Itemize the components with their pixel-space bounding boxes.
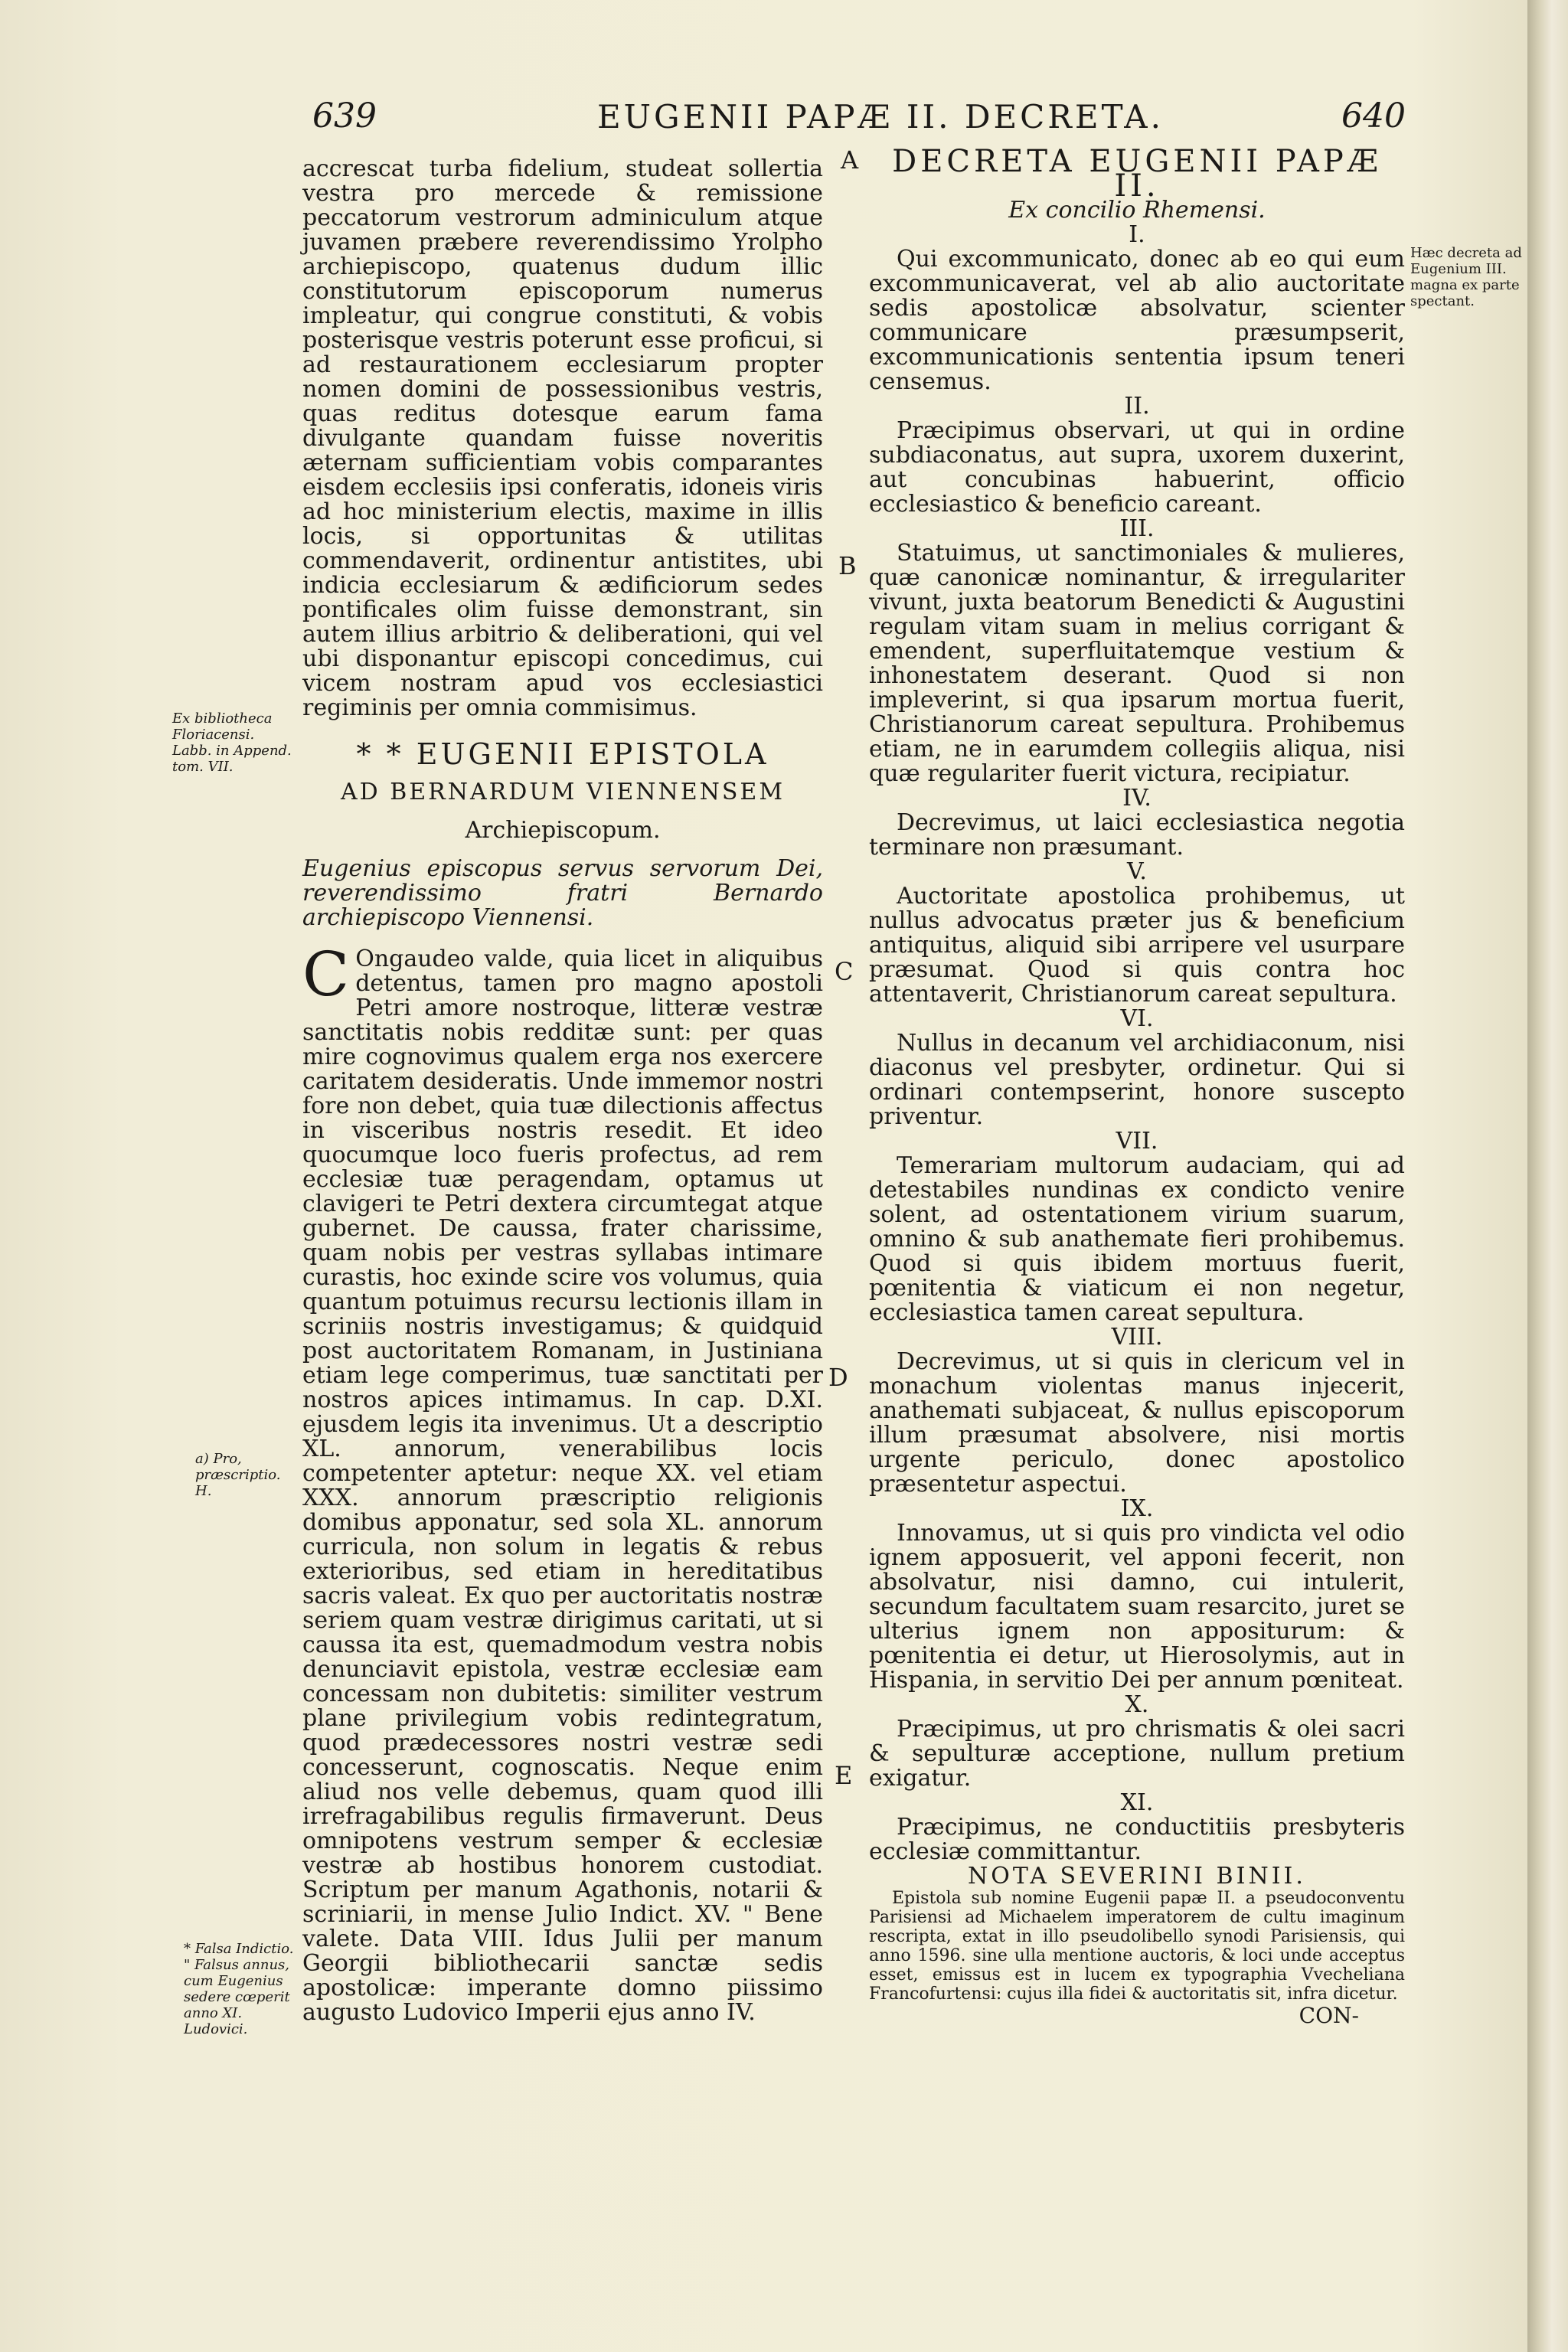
decreta-source: Ex concilio Rhemensi. [1008, 197, 1266, 224]
catchword: CON- [1298, 2003, 1359, 2028]
decree-text: Præcipimus, ne conductitiis presbyteris ecclesiæ committantur. [869, 1814, 1405, 1865]
right-page-number: 640 [1341, 96, 1406, 136]
decree-number: VIII. [1111, 1324, 1163, 1351]
section-letter-c: C [835, 957, 854, 986]
margin-note-source: Ex bibliotheca Floriacensi. Labb. in Append. tom. VII. [172, 710, 292, 775]
epistle-body: Ongaudeo valde, quia licet in aliquibus detentus, tamen pro magno apostoli Petri amore nostroque, litteræ vestræ sanctitatis nobis redditæ sunt: per quas mire cognovimus qualem erga nos exercere caritatem desideratis. Unde immemor nostri fore non debet, quia tuæ dilectionis affectus in visceribus nostris resedit. Et ideo quocumque loco fueris profectus, ad rem ecclesiæ tuæ peragendam, optamus ut clavigeri te Petri dextera circumtegat atque gubernet. De caussa, frater charissime, quam nobis per vestras syllabas intimare curastis, hoc exinde scire vos volumus, quia quantum potuimus recursu lectionis illam in scriniis nostris investigamus; & quidquid post auctoritatem Romanam, in Justiniana etiam lege comperimus, tuæ sanctitati per nostros apices intimamus. In cap. D.XI. ejusdem legis ita invenimus. Ut a descriptio XL. annorum, venerabilibus locis competenter aptetur: neque XX. vel etiam XXX. annorum præscriptio religionis domibus apponatur, sed sola XL. annorum curricula, non solum in legatis & rebus exterioribus, sed etiam in hereditatibus sacris valeat. Ex quo per auctoritatis nostræ seriem quam vestræ dirigimus caritati, ut si caussa ita est, quemadmodum vestra nobis denunciavit epistola, vestræ ecclesiæ eam concessam non dubitetis: similiter vestrum plane privilegium vobis redintegratum, quod prædecessores nostri vestræ sedi concesserunt, cognoscatis. Neque enim aliud nos velle debemus, quam quod illi irrefragabilibus regulis firmaverunt. Deus omnipotens vestrum semper & ecclesiæ vestræ ab hostibus honorem custodiat. Scriptum per manum Agathonis, notarii & scriniarii, in mense Julio Indict. XV. " Bene valete. Data VIII. Idus Julii per manum Georgii bibliothecarii sanctæ sedis apostolicæ: imperante domno piissimo augusto Ludovico Imperii ejus anno IV. [302, 946, 823, 2026]
left-page-number: 639 [312, 96, 377, 136]
epistle-address: AD BERNARDUM VIENNENSEM [340, 779, 786, 805]
decree-number: V. [1127, 858, 1147, 885]
note-title: NOTA SEVERINI BINII. [968, 1863, 1306, 1890]
decree-text: Innovamus, ut si quis pro vindicta vel odio ignem apposuerit, vel apponi fecerit, non absolvatur, nisi damno, cui intulerit, secundum facultatem suam resarcito, juret se ulterius ignem non appositurum: & pœnitentia ei detur, ut Hierosolymis, aut in Hispania, in servitio Dei per annum pœniteat. [869, 1520, 1405, 1694]
epistle-body-wrap [302, 939, 823, 2026]
binding-gutter [1527, 0, 1568, 2352]
margin-note-decreta: Hæc decreta ad Eugenium III. magna ex parte spectant. [1410, 245, 1522, 309]
decree-number: IX. [1120, 1495, 1154, 1522]
decree-text: Temerariam multorum audaciam, qui ad detestabiles nundinas ex condicto venire solent, ad ostentationem virium suarum, omnino & sub anathemate fieri prohibemus. Quod si quis ibidem mortuus fuerit, pœnitentia & viaticum ei non negetur, ecclesiastica tamen careat sepultura. [869, 1152, 1405, 1326]
decree-text: Decrevimus, ut si quis in clericum vel in monachum violentas manus injecerit, anathemati subjaceat, & nullus episcoporum illum præsumat absolvere, nisi mortis urgente periculo, donec apostolico præsentetur aspectui. [869, 1348, 1405, 1498]
note-body: Epistola sub nomine Eugenii papæ II. a pseudoconventu Parisiensi ad Michaelem imperatorem de cultu imaginum rescripta, extat in illo pseudolibello synodi Parisiensis, qui anno 1596. sine ulla mentione auctoris, & loci unde acceptus esset, emissus est in lucem ex typographia Vvecheliana Francofurtensi: cujus illa fidei & auctoritatis sit, infra dicetur. [869, 1889, 1405, 2004]
epistle-role: Archiepiscopum. [465, 817, 661, 844]
decree-text: Statuimus, ut sanctimoniales & mulieres, quæ canonicæ nominantur, & irregulariter vivunt, juxta beatorum Benedicti & Augustini regulam vitam suam in melius corrigant & emendent, superfluitatemque vestium & inhonestatem deserant. Quod si non impleverint, si qua ipsarum mortua fuerit, Christianorum careat sepultura. Prohibemus etiam, ne in earumdem collegiis aliqua, nisi quæ regulariter fuerit victura, recipiatur. [869, 540, 1405, 787]
decree-text: Præcipimus observari, ut qui in ordine subdiaconatus, aut supra, uxorem duxerint, aut concubinas habuerint, officio ecclesiastico & beneficio careant. [869, 417, 1405, 518]
decree-text: Qui excommunicato, donec ab eo qui eum excommunicaverat, vel ab alio auctoritate sedis apostolicæ absolvatur, scienter communicare præsumpserit, excommunicationis sententia ipsum teneri censemus. [869, 246, 1405, 395]
decree-number: II. [1124, 393, 1150, 420]
section-letter-a: A [841, 145, 859, 175]
decree-number: III. [1119, 515, 1155, 542]
decree-text: Nullus in decanum vel archidiaconum, nisi diaconus vel presbyter, ordinetur. Qui si ordinari contempserint, honore suscepto priventur. [869, 1030, 1405, 1130]
dropcap-letter: C [302, 939, 350, 1010]
decree-number: VI. [1120, 1005, 1154, 1032]
decreta-title: DECRETA EUGENII PAPÆ II. [892, 144, 1382, 204]
section-letter-e: E [835, 1761, 853, 1790]
decree-number: X. [1125, 1691, 1149, 1718]
decree-number: IV. [1122, 785, 1152, 812]
left-column [302, 157, 823, 2025]
decree-number: I. [1129, 221, 1145, 248]
continuation-text: accrescat turba fidelium, studeat sollertia vestra pro mercede & remissione peccatorum vestrorum adminiculum atque juvamen præbere reverendissimo Yrolpho archiepiscopo, quatenus dudum illic constitutorum episcoporum numerus impleatur, qui congrue constituti, & vobis posterisque vestris poterunt esse proficui, si ad restaurationem ecclesiarum propter nomen domini de possessionibus vestris, quas reditus dotesque earum fama divulgante quandam fuisse noveritis æternam sufficientiam vobis comparantes eisdem ecclesiis ipsi conferatis, idoneis viris ad hoc ministerium electis, maxime in illis locis, si opportunitas & utilitas commendaverit, ordinentur antistites, ubi indicia ecclesiarum & ædificiorum sedes pontificales olim fuisse demonstrant, sin autem illius arbitrio & deliberationi, qui vel ubi disponantur episcopi concedimus, cui vicem nostram apud vos ecclesiastici regiminis per omnia commisimus. [302, 155, 823, 721]
decree-text: Præcipimus, ut pro chrismatis & olei sacri & sepulturæ acceptione, nullum pretium exigatur. [869, 1716, 1405, 1792]
decree-number: VII. [1116, 1128, 1158, 1155]
right-column [869, 144, 1405, 2028]
section-letter-b: B [838, 551, 857, 580]
margin-note-footnote-a: a) Pro, præscriptio. H. [195, 1451, 281, 1499]
margin-note-indictio: * Falsa Indictio. " Falsus annus, cum Eugenius sedere cœperit anno XI. Ludovici. [184, 1941, 294, 2037]
epistle-title: * * EUGENII EPISTOLA [356, 737, 769, 771]
epistle-salutation: Eugenius episcopus servus servorum Dei, reverendissimo fratri Bernardo archiepiscopo Viennensi. [302, 855, 823, 931]
decree-list [869, 223, 1405, 1864]
page-header [0, 90, 1535, 144]
running-head: EUGENII PAPÆ II. DECRETA. [597, 98, 1164, 136]
section-letter-d: D [828, 1363, 848, 1392]
decree-number: XI. [1120, 1789, 1154, 1816]
decree-text: Auctoritate apostolica prohibemus, ut nullus advocatus præter jus & beneficium antiquitus, aliquid sibi arripere vel usurpare præsumat. Quod si quis contra hoc attentaverit, Christianorum careat sepultura. [869, 883, 1405, 1008]
decree-text: Decrevimus, ut laici ecclesiastica negotia terminare non præsumant. [869, 809, 1405, 861]
